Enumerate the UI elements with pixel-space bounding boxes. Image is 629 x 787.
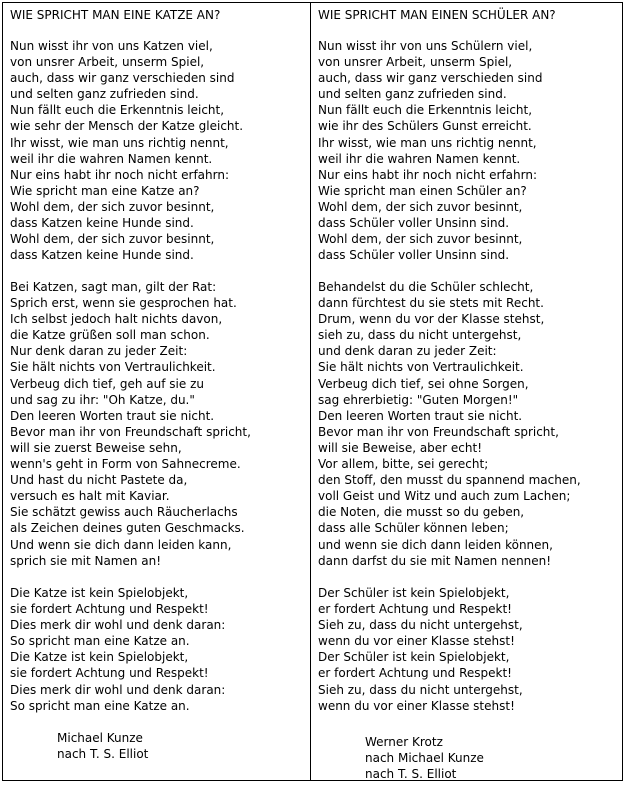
left-poem-credits <box>57 730 148 762</box>
poem-line: auch, dass wir ganz verschieden sind <box>10 71 235 86</box>
poem-line: die Noten, die musst so du geben, <box>318 505 525 520</box>
poem-line: Bevor man ihr von Freundschaft spricht, <box>318 424 559 439</box>
poem-line: weil ihr die wahren Namen kennt. <box>318 151 521 166</box>
left-stanza-3 <box>10 585 225 714</box>
poem-line: und wenn sie dich dann leiden können, <box>318 537 553 552</box>
poem-line: Ihr wisst, wie man uns richtig nennt, <box>10 135 229 150</box>
poem-line: Wohl dem, der sich zuvor besinnt, <box>10 232 215 247</box>
poem-line: Wie spricht man eine Katze an? <box>10 183 200 198</box>
author-line: Werner Krotz <box>365 735 443 749</box>
poem-line: Und hast du nicht Pastete da, <box>10 473 188 488</box>
poem-line: Dies merk dir wohl und denk daran: <box>10 682 226 697</box>
poem-line: den Stoff, den musst du spannend machen, <box>318 473 581 488</box>
poem-line: Ihr wisst, wie man uns richtig nennt, <box>318 135 537 150</box>
poem-line: Der Schüler ist kein Spielobjekt, <box>318 586 510 600</box>
poem-comparison-table <box>2 2 623 781</box>
poem-line: er fordert Achtung und Respekt! <box>318 666 512 681</box>
poem-line: auch, dass wir ganz verschieden sind <box>318 71 543 86</box>
poem-line: Wohl dem, der sich zuvor besinnt, <box>10 199 215 214</box>
poem-line: von unsrer Arbeit, unserm Spiel, <box>318 55 513 70</box>
poem-line: Verbeug dich tief, geh auf sie zu <box>10 376 204 391</box>
poem-line: Den leeren Worten traut sie nicht. <box>318 408 523 423</box>
right-poem-title: WIE SPRICHT MAN EINEN SCHÜLER AN? <box>318 8 556 22</box>
poem-line: wenn du vor einer Klasse stehst! <box>318 634 515 649</box>
poem-line: und selten ganz zufrieden sind. <box>10 87 199 102</box>
poem-line: dann darfst du sie mit Namen nennen! <box>318 553 552 568</box>
author-line: nach T. S. Elliot <box>365 767 457 782</box>
poem-line: will sie Beweise, aber echt! <box>318 440 483 455</box>
poem-line: Und wenn sie dich dann leiden kann, <box>10 537 232 552</box>
right-stanza-3 <box>318 585 523 714</box>
poem-line: Wohl dem, der sich zuvor besinnt, <box>318 232 523 247</box>
poem-line: Sie schätzt gewiss auch Räucherlachs <box>10 505 238 520</box>
poem-line: und sag zu ihr: "Oh Katze, du." <box>10 392 195 407</box>
poem-line: Sie hält nichts von Vertraulichkeit. <box>318 360 524 375</box>
poem-line: Nun wisst ihr von uns Schülern viel, <box>318 39 533 53</box>
poem-line: wie sehr der Mensch der Katze gleicht. <box>10 119 244 134</box>
left-poem-column <box>3 3 311 780</box>
poem-line: Die Katze ist kein Spielobjekt, <box>10 650 189 665</box>
poem-line: Ich selbst jedoch halt nichts davon, <box>10 312 223 327</box>
poem-line: Nur denk daran zu jeder Zeit: <box>10 344 188 359</box>
poem-line: sie fordert Achtung und Respekt! <box>10 602 209 617</box>
poem-line: weil ihr die wahren Namen kennt. <box>10 151 213 166</box>
poem-line: Nur eins habt ihr noch nicht erfahrn: <box>318 167 537 182</box>
poem-line: sie fordert Achtung und Respekt! <box>10 666 209 681</box>
poem-line: Der Schüler ist kein Spielobjekt, <box>318 650 510 665</box>
poem-line: Die Katze ist kein Spielobjekt, <box>10 586 189 600</box>
poem-line: die Katze grüßen soll man schon. <box>10 328 210 343</box>
poem-line: dass Schüler voller Unsinn sind. <box>318 248 510 263</box>
poem-line: wie ihr des Schülers Gunst erreicht. <box>318 119 532 134</box>
poem-line: Sie hält nichts von Vertraulichkeit. <box>10 360 216 375</box>
poem-line: Verbeug dich tief, sei ohne Sorgen, <box>318 376 529 391</box>
poem-line: So spricht man eine Katze an. <box>10 634 190 649</box>
poem-line: dann fürchtest du sie stets mit Recht. <box>318 296 544 311</box>
poem-line: Nur eins habt ihr noch nicht erfahrn: <box>10 167 229 182</box>
poem-line: er fordert Achtung und Respekt! <box>318 602 512 617</box>
poem-line: von unsrer Arbeit, unserm Spiel, <box>10 55 205 70</box>
poem-line: Drum, wenn du vor der Klasse stehst, <box>318 312 545 327</box>
poem-line: Nun fällt euch die Erkenntnis leicht, <box>318 103 533 118</box>
poem-line: So spricht man eine Katze an. <box>10 698 190 713</box>
right-poem-column <box>311 3 622 780</box>
right-stanza-2 <box>318 279 581 569</box>
poem-line: dass Katzen keine Hunde sind. <box>10 248 194 263</box>
right-poem-credits <box>365 734 484 782</box>
poem-line: als Zeichen deines guten Geschmacks. <box>10 521 245 536</box>
right-stanza-1 <box>318 38 542 263</box>
poem-line: Nun fällt euch die Erkenntnis leicht, <box>10 103 225 118</box>
poem-line: dass Katzen keine Hunde sind. <box>10 216 194 231</box>
poem-line: Wohl dem, der sich zuvor besinnt, <box>318 199 523 214</box>
poem-line: dass alle Schüler können leben; <box>318 521 509 536</box>
poem-line: voll Geist und Witz und auch zum Lachen; <box>318 489 571 504</box>
poem-line: und selten ganz zufrieden sind. <box>318 87 507 102</box>
poem-line: Den leeren Worten traut sie nicht. <box>10 408 215 423</box>
poem-line: sag ehrerbietig: "Guten Morgen!" <box>318 392 519 407</box>
poem-line: dass Schüler voller Unsinn sind. <box>318 216 510 231</box>
poem-line: will sie zuerst Beweise sehn, <box>10 440 182 455</box>
poem-line: Bevor man ihr von Freundschaft spricht, <box>10 424 251 439</box>
poem-line: Sieh zu, dass du nicht untergehst, <box>318 618 523 633</box>
poem-line: versuch es halt mit Kaviar. <box>10 489 170 504</box>
poem-line: Bei Katzen, sagt man, gilt der Rat: <box>10 280 217 294</box>
poem-line: sprich sie mit Namen an! <box>10 553 162 568</box>
poem-line: Nun wisst ihr von uns Katzen viel, <box>10 39 213 53</box>
poem-line: Dies merk dir wohl und denk daran: <box>10 618 226 633</box>
left-poem-title: WIE SPRICHT MAN EINE KATZE AN? <box>10 8 221 22</box>
poem-line: Sieh zu, dass du nicht untergehst, <box>318 682 523 697</box>
poem-line: Behandelst du die Schüler schlecht, <box>318 280 534 294</box>
author-line: nach Michael Kunze <box>365 751 484 766</box>
left-stanza-2 <box>10 279 251 569</box>
left-stanza-1 <box>10 38 243 263</box>
poem-line: wenn's geht in Form von Sahnecreme. <box>10 457 241 472</box>
author-line: Michael Kunze <box>57 731 143 745</box>
poem-line: wenn du vor einer Klasse stehst! <box>318 698 515 713</box>
poem-line: Wie spricht man einen Schüler an? <box>318 183 527 198</box>
poem-line: Vor allem, bitte, sei gerecht; <box>318 457 489 472</box>
author-line: nach T. S. Elliot <box>57 747 149 762</box>
poem-line: sieh zu, dass du nicht untergehst, <box>318 328 522 343</box>
poem-line: und denk daran zu jeder Zeit: <box>318 344 497 359</box>
poem-line: Sprich erst, wenn sie gesprochen hat. <box>10 296 237 311</box>
